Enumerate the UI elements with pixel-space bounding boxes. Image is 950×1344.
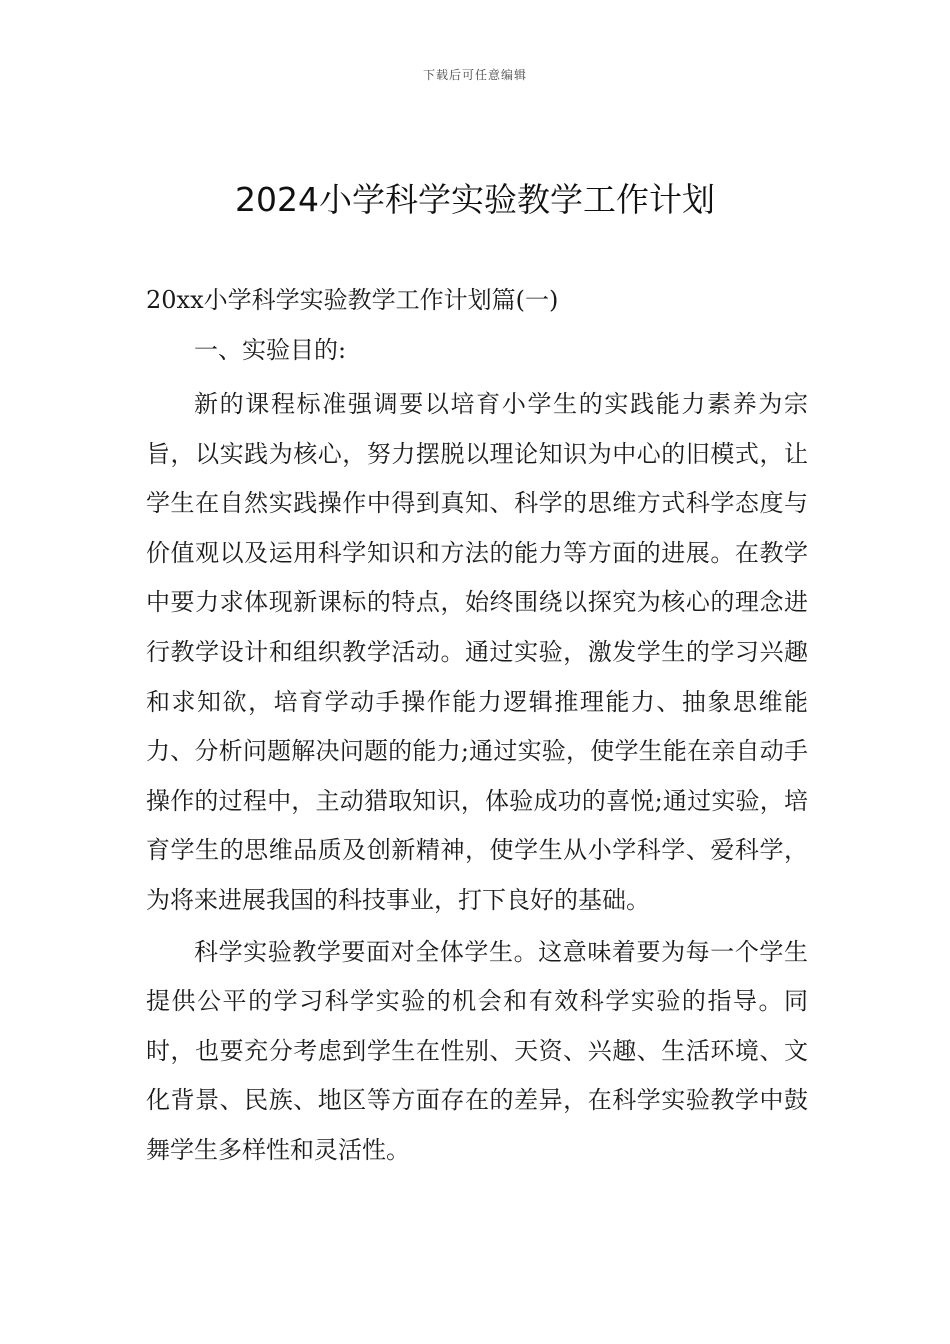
page-header-note: 下载后可任意编辑: [422, 68, 527, 82]
document-body: [146, 280, 808, 1176]
paragraph-2: 科学实验教学要面对全体学生。这意味着要为每一个学生提供公平的学习科学实验的机会和有效科学实验的指导。同时，也要充分考虑到学生在性别、天资、兴趣、生活环境、文化背景、民族、地区等方面存在的差异，在科学实验教学中鼓舞学生多样性和灵活性。: [146, 937, 808, 1164]
subheading-experiment-purpose: 一、实验目的:: [194, 336, 347, 364]
document-title: 2024小学科学实验教学工作计划: [235, 180, 715, 219]
paragraph-1: 新的课程标准强调要以培育小学生的实践能力素养为宗旨，以实践为核心，努力摆脱以理论知识为中心的旧模式，让学生在自然实践操作中得到真知、科学的思维方式科学态度与价值观以及运用科学知识和方法的能力等方面的进展。在教学中要力求体现新课标的特点，始终围绕以探究为核心的理念进行教学设计和组织教学活动。通过实验，激发学生的学习兴趣和求知欲，培育学动手操作能力逻辑推理能力、抽象思维能力、分析问题解决问题的能力;通过实验，使学生能在亲自动手操作的过程中，主动猎取知识，体验成功的喜悦;通过实验，培育学生的思维品质及创新精神，使学生从小学科学、爱科学，为将来进展我国的科技事业，打下良好的基础。: [146, 390, 808, 914]
section-heading: 20xx小学科学实验教学工作计划篇(一): [146, 286, 559, 314]
